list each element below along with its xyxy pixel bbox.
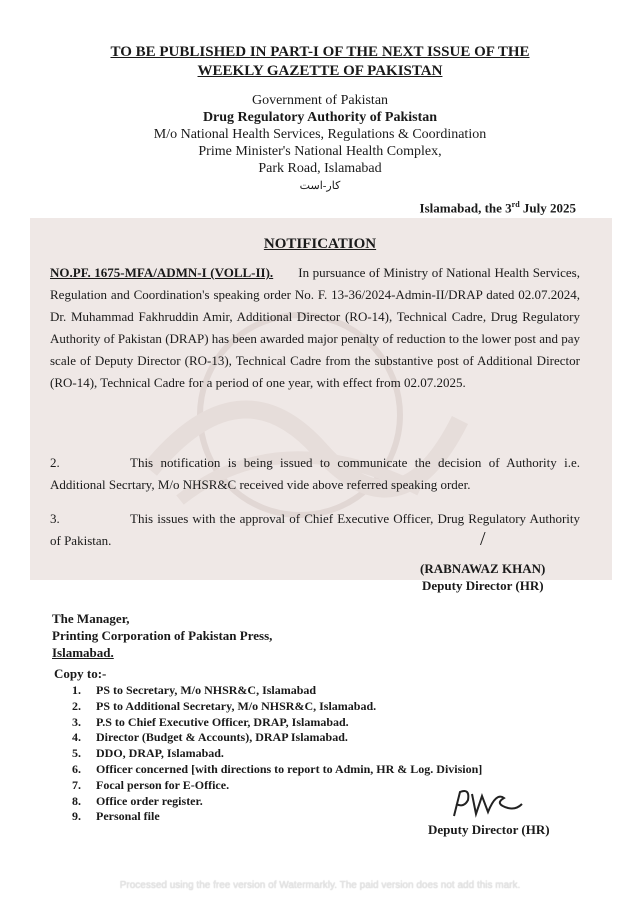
handwritten-signature (446, 786, 526, 826)
ministry-line: M/o National Health Services, Regulations & Coordination (153, 127, 487, 142)
recipient-line-1: The Manager, (52, 611, 130, 626)
paragraph-1-text: In pursuance of Ministry of National Health Services, Regulation and Coordination's speaking order No. F. 13-36/2024-Admin-II/DRAP dated 02.07.2024, Dr. Muhammad Fakhruddin Amir, Additional Director (RO-14), Technical Cadre, Drug Regulatory Authority of Pakistan (DRAP) has been awarded major penalty of reduction to the lower post and pay scale of Deputy Director (RO-13), Technical Cadre from the substantive post of Additional Director (RO-14), Technical Cadre for a period of one year, with effect from 02.07.2025. (50, 265, 580, 390)
list-item: 6. Officer concerned [with directions to report to Admin, HR & Log. Division] (72, 761, 483, 776)
watermark-footer-text: Processed using the free version of Watermarkly. The paid version does not add this mark. (119, 880, 521, 891)
paragraph-3-number: 3. (50, 511, 60, 526)
signatory-name: (RABNAWAZ KHAN) (420, 561, 546, 576)
publication-heading-line1: TO BE PUBLISHED IN PART-I OF THE NEXT ISSUE OF THE (110, 44, 530, 60)
paragraph-2-number: 2. (50, 455, 60, 470)
second-signatory-title: Deputy Director (HR) (428, 822, 550, 837)
date-ordinal: rd (511, 200, 520, 209)
date-prefix: Islamabad, the 3 (419, 200, 512, 216)
issue-date (420, 200, 576, 216)
copy-to-list (72, 683, 482, 825)
notification-paragraph-1 (50, 262, 580, 394)
complex-line: Prime Minister's National Health Complex, (198, 144, 442, 159)
publication-heading-line2: WEEKLY GAZETTE OF PAKISTAN (197, 63, 443, 79)
notification-paragraph-2 (50, 452, 580, 496)
recipient-line-2: Printing Corporation of Pakistan Press, (52, 628, 273, 643)
signatory-title: Deputy Director (HR) (422, 578, 544, 593)
list-item: 3. P.S to Chief Executive Officer, DRAP, Islamabad. (72, 714, 349, 729)
authority-name: Drug Regulatory Authority of Pakistan (202, 110, 438, 125)
list-item: 2. PS to Additional Secretary, M/o NHSR&C, Islamabad. (72, 698, 377, 713)
list-item: 4. Director (Budget & Accounts), DRAP Islamabad. (72, 730, 348, 745)
list-item: 8. Office order register. (72, 793, 203, 808)
notification-reference-number: NO.PF. 1675-MFA/ADMN-I (VOLL-II). (50, 265, 274, 280)
list-item: 9. Personal file (72, 809, 160, 824)
notification-title: NOTIFICATION (263, 236, 377, 252)
government-line: Government of Pakistan (251, 93, 389, 108)
signature-mark: / (480, 528, 486, 550)
date-suffix: July 2025 (519, 200, 576, 216)
urdu-line: کار-است (299, 180, 341, 192)
city-line: Park Road, Islamabad (258, 161, 382, 176)
copy-to-label: Copy to:- (54, 666, 107, 681)
recipient-line-3: Islamabad. (52, 645, 114, 660)
notification-paragraph-3 (50, 508, 580, 552)
list-item: 1. PS to Secretary, M/o NHSR&C, Islamabad (72, 683, 317, 697)
paragraph-2-text: This notification is being issued to communicate the decision of Authority i.e. Additional Secrtary, M/o NHSR&C received vide above referred speaking order. (50, 455, 580, 492)
list-item: 7. Focal person for E-Office. (72, 777, 230, 792)
list-item: 5. DDO, DRAP, Islamabad. (72, 746, 224, 761)
paragraph-3-text: This issues with the approval of Chief Executive Officer, Drug Regulatory Authority of Pakistan. (50, 511, 580, 548)
recipient-address (52, 610, 272, 661)
